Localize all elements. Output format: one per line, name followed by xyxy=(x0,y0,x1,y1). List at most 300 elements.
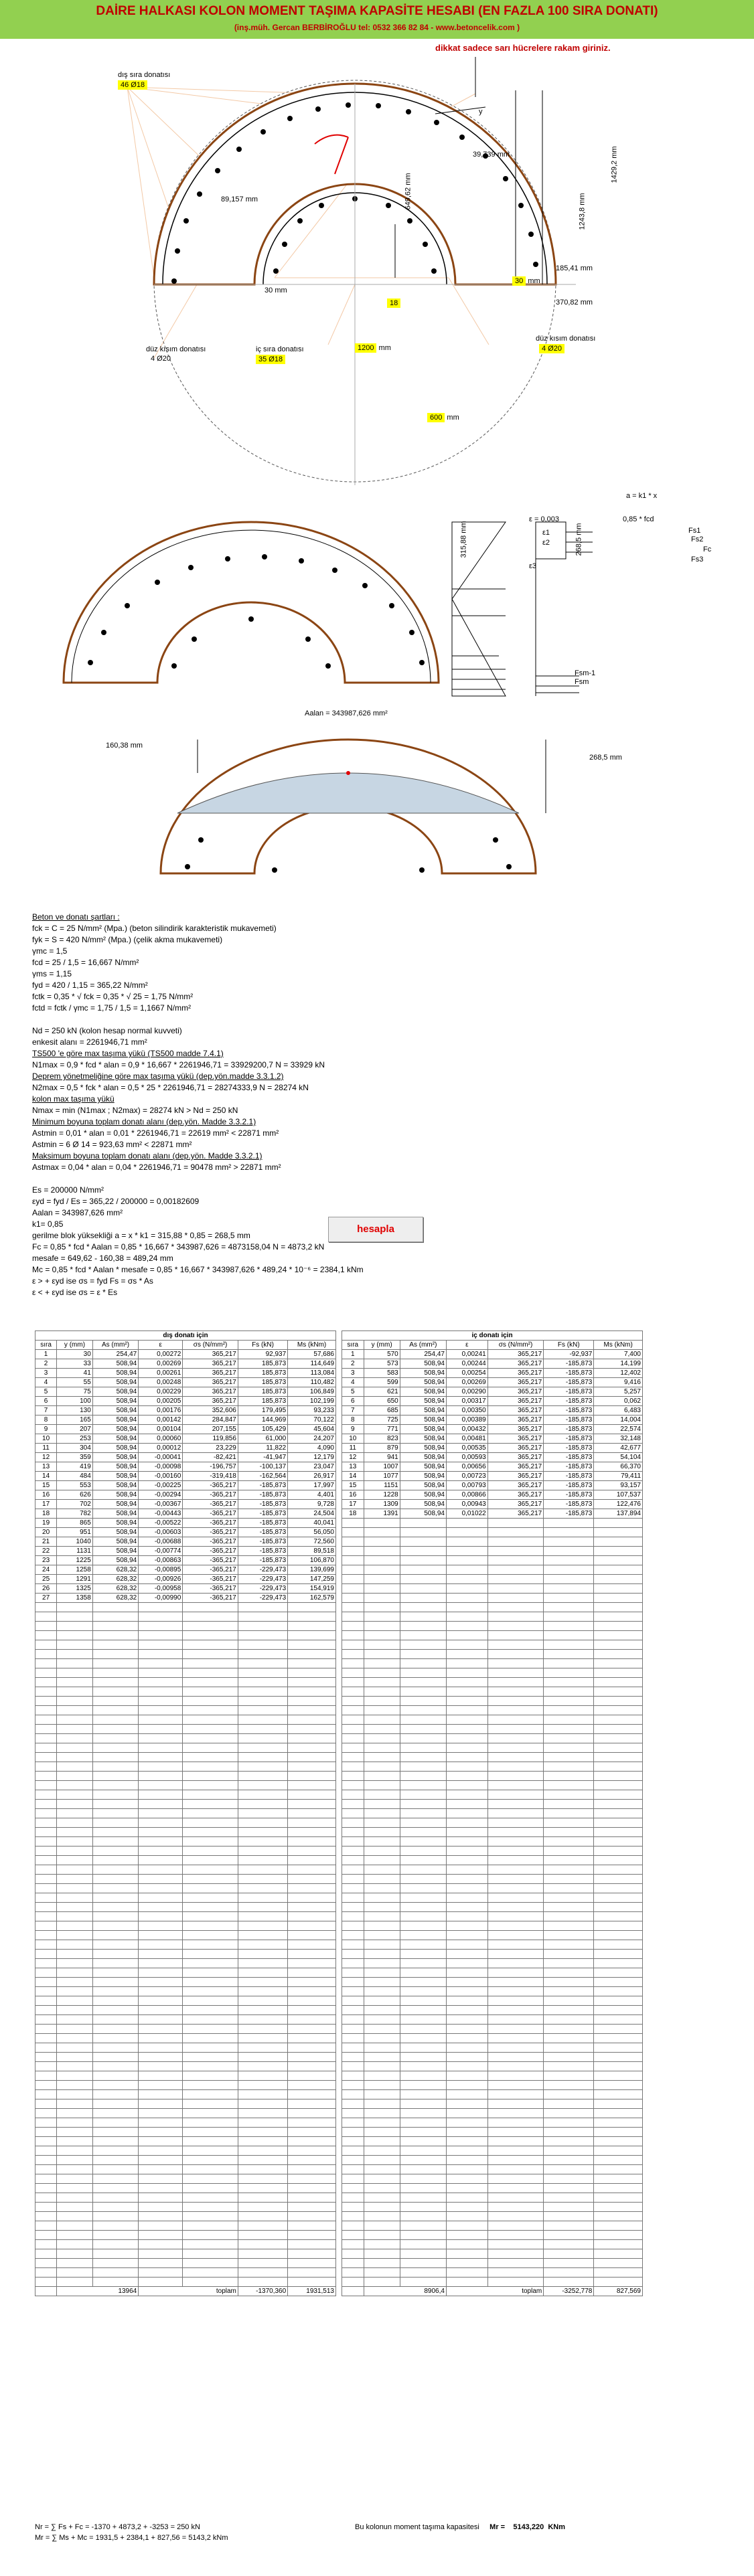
table-cell xyxy=(35,2249,57,2259)
table-cell xyxy=(238,1715,287,1725)
table-cell xyxy=(364,1631,400,1640)
table-cell xyxy=(35,1612,57,1622)
table-total-cell: toplam xyxy=(446,2287,543,2296)
table-cell xyxy=(238,2081,287,2090)
table-cell xyxy=(342,2118,364,2128)
table-cell xyxy=(544,1668,594,1678)
table-row xyxy=(35,1959,336,1968)
table-cell xyxy=(446,1706,487,1715)
table-cell xyxy=(446,1537,487,1547)
table-cell xyxy=(544,1800,594,1809)
table-cell: 0,00229 xyxy=(139,1387,183,1397)
dim-600: 600 mm xyxy=(427,414,459,422)
table-cell xyxy=(446,1528,487,1537)
table-cell xyxy=(594,1631,643,1640)
table-cell xyxy=(446,1818,487,1828)
table-cell xyxy=(487,1715,543,1725)
table-row xyxy=(35,1865,336,1875)
table-cell: 365,217 xyxy=(183,1369,238,1378)
table-cell: 1007 xyxy=(364,1462,400,1472)
table-cell xyxy=(400,2268,446,2278)
table-cell xyxy=(35,2268,57,2278)
table-row xyxy=(342,1434,643,1444)
table-cell: 5,257 xyxy=(594,1387,643,1397)
table-cell xyxy=(487,2193,543,2203)
table-cell: 54,104 xyxy=(594,1453,643,1462)
table-row xyxy=(342,1369,643,1378)
table-cell xyxy=(288,1781,336,1790)
table-cell xyxy=(183,1828,238,1837)
table-cell xyxy=(594,2025,643,2034)
table-cell xyxy=(446,1772,487,1781)
table-cell xyxy=(288,1622,336,1631)
table-cell xyxy=(92,1659,138,1668)
table-row xyxy=(342,1603,643,1612)
table-cell xyxy=(288,2015,336,2025)
table-cell: -185,873 xyxy=(544,1415,594,1425)
table-cell xyxy=(487,1968,543,1978)
table-cell xyxy=(139,2184,183,2193)
table-cell xyxy=(139,2156,183,2165)
table-cell xyxy=(342,1659,364,1668)
table-cell xyxy=(364,2156,400,2165)
table-cell xyxy=(544,2203,594,2212)
table-cell xyxy=(139,1987,183,1996)
table-cell xyxy=(400,2249,446,2259)
table-cell: 32,148 xyxy=(594,1434,643,1444)
table-total-cell: 13964 xyxy=(57,2287,139,2296)
table-cell: 0,00269 xyxy=(139,1359,183,1369)
table-cell xyxy=(288,1968,336,1978)
hesapla-button[interactable]: hesapla xyxy=(328,1217,423,1242)
table-cell xyxy=(487,1818,543,1828)
table-cell xyxy=(35,2278,57,2287)
table-row xyxy=(342,1509,643,1519)
table-cell: -185,873 xyxy=(238,1519,287,1528)
table-cell xyxy=(400,1584,446,1594)
table-cell xyxy=(544,1537,594,1547)
table-cell xyxy=(35,1931,57,1940)
table-cell xyxy=(183,2278,238,2287)
table-cell xyxy=(400,1893,446,1903)
table-cell xyxy=(342,1996,364,2006)
dim-1200-input[interactable]: 1200 xyxy=(355,343,376,353)
table-cell xyxy=(364,1678,400,1687)
table-cell xyxy=(364,1697,400,1706)
table-cell xyxy=(57,1612,93,1622)
table-cell xyxy=(238,1734,287,1743)
table-cell xyxy=(238,1650,287,1659)
table-cell: 508,94 xyxy=(92,1481,138,1490)
table-cell xyxy=(487,2240,543,2249)
table-cell xyxy=(400,1743,446,1753)
table-cell: 1358 xyxy=(57,1594,93,1603)
table-cell xyxy=(183,2006,238,2015)
table-cell xyxy=(139,2174,183,2184)
table-cell xyxy=(183,1968,238,1978)
table-cell xyxy=(139,1603,183,1612)
table-cell: -185,873 xyxy=(544,1509,594,1519)
calc-line: fctd = fctk / γmc = 1,75 / 1,5 = 1,1667 N/mm² xyxy=(32,1003,192,1013)
table-cell: -185,873 xyxy=(544,1359,594,1369)
table-cell xyxy=(183,1809,238,1818)
table-row xyxy=(35,2081,336,2090)
table-cell: 11 xyxy=(35,1444,57,1453)
table-row xyxy=(342,1875,643,1884)
table-cell xyxy=(487,1987,543,1996)
table-cell xyxy=(544,2268,594,2278)
calc-line: γmc = 1,5 xyxy=(32,946,68,956)
table-cell xyxy=(35,1959,57,1968)
table-cell xyxy=(288,1743,336,1753)
table-cell xyxy=(342,2099,364,2109)
table-cell xyxy=(183,2203,238,2212)
calc-line: fck = C = 25 N/mm² (Mpa.) (beton silindirik karakteristik mukavemeti) xyxy=(32,924,277,933)
table-cell xyxy=(400,1640,446,1650)
table-cell xyxy=(92,1875,138,1884)
table-cell xyxy=(57,1950,93,1959)
table-cell xyxy=(238,1772,287,1781)
table-cell xyxy=(238,2259,287,2268)
table-cell: 0,00176 xyxy=(139,1406,183,1415)
table-cell: 508,94 xyxy=(92,1537,138,1547)
table-total-row xyxy=(35,2287,336,2296)
table-cell xyxy=(544,2259,594,2268)
table-cell xyxy=(92,2128,138,2137)
table-cell xyxy=(238,1978,287,1987)
table-cell xyxy=(139,1762,183,1772)
table-cell xyxy=(183,1837,238,1847)
ic-sira-input[interactable]: 35 Ø18 xyxy=(256,355,285,364)
table-cell xyxy=(544,1565,594,1575)
table-cell xyxy=(364,1996,400,2006)
table-row xyxy=(35,1584,336,1594)
table-cell xyxy=(57,2137,93,2146)
table-cell: 0,062 xyxy=(594,1397,643,1406)
table-cell xyxy=(57,1818,93,1828)
table-cell: -365,217 xyxy=(183,1528,238,1537)
table-cell: -100,137 xyxy=(238,1462,287,1472)
table-cell: 3 xyxy=(342,1369,364,1378)
table-cell: -365,217 xyxy=(183,1594,238,1603)
table-row xyxy=(35,1743,336,1753)
table-row xyxy=(35,1481,336,1490)
table-cell xyxy=(35,1800,57,1809)
table-header: As (mm²) xyxy=(400,1341,446,1350)
table-cell: 0,00254 xyxy=(446,1369,487,1378)
table-cell xyxy=(400,1772,446,1781)
table-cell xyxy=(288,1612,336,1622)
table-cell xyxy=(57,1847,93,1856)
table-row xyxy=(342,1968,643,1978)
table-cell xyxy=(342,2025,364,2034)
table-cell: -365,217 xyxy=(183,1481,238,1490)
table-cell xyxy=(57,1875,93,1884)
table-cell: -185,873 xyxy=(238,1509,287,1519)
table-row xyxy=(35,1350,336,1359)
table-cell xyxy=(57,2278,93,2287)
table-cell: 4 xyxy=(35,1378,57,1387)
table-cell xyxy=(544,2128,594,2137)
table-cell xyxy=(364,1687,400,1697)
table-cell xyxy=(446,1856,487,1865)
table-row xyxy=(35,1706,336,1715)
table-cell xyxy=(594,2203,643,2212)
table-cell xyxy=(342,1697,364,1706)
table-cell xyxy=(35,2062,57,2071)
table-cell xyxy=(400,1875,446,1884)
table-cell xyxy=(342,1743,364,1753)
table-cell: 33 xyxy=(57,1359,93,1369)
table-cell: 650 xyxy=(364,1397,400,1406)
table-cell xyxy=(400,2231,446,2240)
table-cell: 0,00248 xyxy=(139,1378,183,1387)
table-cell xyxy=(342,2090,364,2099)
table-cell xyxy=(342,1865,364,1875)
table-cell xyxy=(57,1668,93,1678)
table-cell xyxy=(487,1725,543,1734)
table-cell xyxy=(238,1847,287,1856)
table-row xyxy=(35,1406,336,1415)
ring-section-diagram xyxy=(100,57,609,485)
table-cell xyxy=(544,1875,594,1884)
table-cell xyxy=(183,1612,238,1622)
table-cell xyxy=(594,1697,643,1706)
table-cell xyxy=(57,1734,93,1743)
calc-line: Deprem yönetmeliğine göre max taşıma yükü (dep.yön.madde 3.3.1.2) xyxy=(32,1071,284,1081)
table-cell xyxy=(364,1987,400,1996)
table-cell xyxy=(364,2165,400,2174)
table-cell: 508,94 xyxy=(400,1406,446,1415)
table-cell xyxy=(342,1650,364,1659)
table-cell xyxy=(288,2146,336,2156)
table-cell: 941 xyxy=(364,1453,400,1462)
table-cell xyxy=(342,1847,364,1856)
table-cell xyxy=(364,1856,400,1865)
table-cell xyxy=(288,1893,336,1903)
table-cell xyxy=(57,2025,93,2034)
table-header: ε xyxy=(446,1341,487,1350)
table-cell xyxy=(288,1837,336,1847)
dim-89: 89,157 mm xyxy=(221,195,258,203)
table-cell xyxy=(183,2081,238,2090)
table-cell xyxy=(446,1959,487,1968)
table-cell xyxy=(400,1903,446,1912)
table-cell: 0,00943 xyxy=(446,1500,487,1509)
table-cell xyxy=(342,1856,364,1865)
table-cell: 0,00290 xyxy=(446,1387,487,1397)
table-cell xyxy=(364,1950,400,1959)
table-row xyxy=(342,1622,643,1631)
table-cell xyxy=(400,1631,446,1640)
table-cell: 508,94 xyxy=(400,1415,446,1425)
table-cell: 508,94 xyxy=(92,1556,138,1565)
table-cell xyxy=(35,1847,57,1856)
table-cell: 365,217 xyxy=(183,1387,238,1397)
table-cell: 365,217 xyxy=(487,1509,543,1519)
table-cell xyxy=(238,1968,287,1978)
calc-line: Aalan = 343987,626 mm² xyxy=(32,1208,123,1217)
table-row xyxy=(35,1818,336,1828)
table-row xyxy=(35,2165,336,2174)
table-cell: 1291 xyxy=(57,1575,93,1584)
calc-line: Beton ve donatı şartları : xyxy=(32,912,120,922)
table-cell xyxy=(183,2099,238,2109)
table-cell xyxy=(238,1631,287,1640)
table-cell: 147,259 xyxy=(288,1575,336,1584)
table-cell xyxy=(446,1931,487,1940)
table-row xyxy=(342,1893,643,1903)
table-row xyxy=(35,1893,336,1903)
table-cell xyxy=(183,2240,238,2249)
table-cell xyxy=(35,1734,57,1743)
table-cell xyxy=(92,2184,138,2193)
table-cell xyxy=(35,1940,57,1950)
table-cell xyxy=(400,2062,446,2071)
table-cell xyxy=(446,1781,487,1790)
table-cell: 0,00723 xyxy=(446,1472,487,1481)
table-cell: 1151 xyxy=(364,1481,400,1490)
table-cell xyxy=(446,1659,487,1668)
table-cell xyxy=(342,1753,364,1762)
table-cell: 508,94 xyxy=(400,1509,446,1519)
table-cell: -196,757 xyxy=(183,1462,238,1472)
table-cell: 154,919 xyxy=(288,1584,336,1594)
table-cell xyxy=(92,1668,138,1678)
table-cell xyxy=(183,1715,238,1725)
table-cell xyxy=(446,1584,487,1594)
table-cell xyxy=(594,1725,643,1734)
table-cell xyxy=(342,1762,364,1772)
table-cell: 365,217 xyxy=(487,1406,543,1415)
table-cell xyxy=(487,1762,543,1772)
table-cell xyxy=(238,1762,287,1772)
table-cell xyxy=(183,1818,238,1828)
table-cell xyxy=(183,2137,238,2146)
table-cell xyxy=(400,2043,446,2053)
table-cell xyxy=(400,2174,446,2184)
table-cell xyxy=(544,2156,594,2165)
table-cell xyxy=(92,1828,138,1837)
table-cell xyxy=(400,1809,446,1818)
table-cell xyxy=(594,1537,643,1547)
table-cell xyxy=(594,1893,643,1903)
table-cell xyxy=(400,1528,446,1537)
table-cell xyxy=(35,1950,57,1959)
table-row xyxy=(342,1790,643,1800)
table-cell xyxy=(238,2034,287,2043)
table-cell: 55 xyxy=(57,1378,93,1387)
table-cell xyxy=(288,2118,336,2128)
table-cell xyxy=(183,1790,238,1800)
table-cell: 865 xyxy=(57,1519,93,1528)
table-row xyxy=(342,1594,643,1603)
table-cell xyxy=(288,1697,336,1706)
table-cell xyxy=(544,2231,594,2240)
dim-30-input[interactable]: 30 xyxy=(512,276,526,286)
table-cell xyxy=(446,1987,487,1996)
table-cell xyxy=(92,1940,138,1950)
table-cell xyxy=(544,1612,594,1622)
table-cell xyxy=(57,2231,93,2240)
table-cell xyxy=(400,1565,446,1575)
table-cell xyxy=(364,1800,400,1809)
table-cell xyxy=(139,2062,183,2071)
table-cell xyxy=(400,1818,446,1828)
table-cell xyxy=(35,1687,57,1697)
table-row xyxy=(342,1528,643,1537)
table-cell xyxy=(446,2118,487,2128)
table-cell xyxy=(364,1940,400,1950)
table-cell xyxy=(544,2165,594,2174)
table-cell xyxy=(183,1640,238,1650)
table-cell xyxy=(238,2193,287,2203)
table-cell xyxy=(446,1940,487,1950)
table-cell xyxy=(446,2099,487,2109)
table-cell xyxy=(92,1772,138,1781)
table-cell xyxy=(594,1940,643,1950)
table-cell xyxy=(446,1565,487,1575)
table-row xyxy=(342,2128,643,2137)
table-cell: -0,00926 xyxy=(139,1575,183,1584)
table-row xyxy=(342,1687,643,1697)
table-cell xyxy=(487,1893,543,1903)
table-cell xyxy=(92,1893,138,1903)
table-cell xyxy=(238,1706,287,1715)
calc-line: Maksimum boyuna toplam donatı alanı (dep.yön. Madde 3.3.2.1) xyxy=(32,1151,262,1161)
table-cell xyxy=(342,1678,364,1687)
table-cell: 12,402 xyxy=(594,1369,643,1378)
table-cell xyxy=(35,2156,57,2165)
table-cell xyxy=(487,2249,543,2259)
table-cell: -365,217 xyxy=(183,1537,238,1547)
table-cell: 0,00793 xyxy=(446,1481,487,1490)
table-cell xyxy=(400,2053,446,2062)
duz-dis-input[interactable]: 4 Ø20 xyxy=(539,344,564,353)
table-cell xyxy=(238,1678,287,1687)
table-cell xyxy=(342,1828,364,1837)
table-row xyxy=(35,1847,336,1856)
table-cell xyxy=(487,1565,543,1575)
table-cell xyxy=(342,1622,364,1631)
table-cell xyxy=(594,1781,643,1790)
table-cell xyxy=(92,2259,138,2268)
table-cell xyxy=(35,2043,57,2053)
dis-sira-input[interactable]: 46 Ø18 xyxy=(118,80,147,90)
table-cell xyxy=(594,1687,643,1697)
table-cell xyxy=(400,2193,446,2203)
table-cell xyxy=(446,1978,487,1987)
table-cell xyxy=(487,1996,543,2006)
duz-ic-label: düz kısım donatısı xyxy=(146,345,206,353)
table-cell xyxy=(183,1931,238,1940)
table-header: sıra xyxy=(342,1341,364,1350)
table-cell: 0,00389 xyxy=(446,1415,487,1425)
dim-18-input[interactable]: 18 xyxy=(387,298,400,308)
table-row xyxy=(35,1987,336,1996)
table-total-cell: -1370,360 xyxy=(238,2287,287,2296)
table-cell xyxy=(288,1959,336,1968)
table-cell xyxy=(544,2043,594,2053)
table-cell xyxy=(57,1697,93,1706)
table-cell xyxy=(92,2212,138,2221)
table-cell: -185,873 xyxy=(544,1490,594,1500)
table-cell xyxy=(92,1837,138,1847)
table-cell: -0,00294 xyxy=(139,1490,183,1500)
table-cell xyxy=(544,2146,594,2156)
dim-600-input[interactable]: 600 xyxy=(427,413,445,422)
table-cell xyxy=(183,1893,238,1903)
